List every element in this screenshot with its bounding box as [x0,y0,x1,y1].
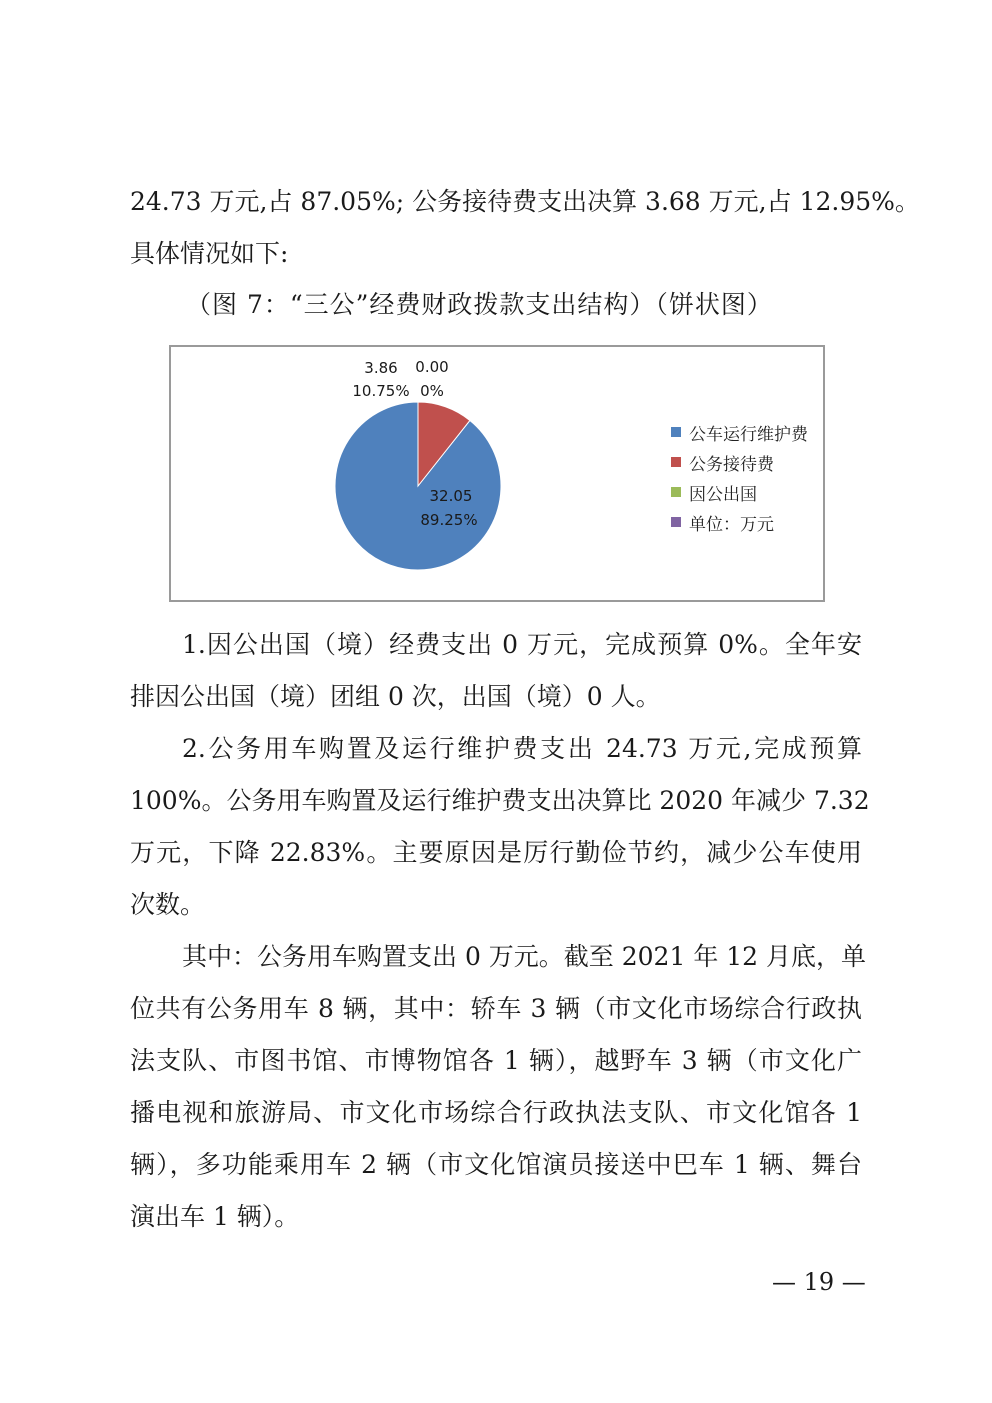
chart-legend [671,417,808,537]
item1-line-1: 1.因公出国（境）经费支出 0 万元，完成预算 0%。全年安 [182,630,862,659]
legend-label: 公车运行维护费 [689,424,808,445]
item2-line-4: 次数。 [130,890,206,919]
legend-label: 因公出国 [689,484,757,505]
item3-line-3: 法支队、市图书馆、市博物馆各 1 辆），越野车 3 辆（市文化广 [130,1046,862,1075]
item2-line-3: 万元，下降 22.83%。主要原因是厉行勤俭节约，减少公车使用 [130,838,862,867]
legend-item-1 [671,447,808,477]
pie-label-percent-2: 0% [420,382,444,400]
legend-item-0 [671,417,808,447]
item3-line-2: 位共有公务用车 8 辆，其中：轿车 3 辆（市文化市场综合行政执 [130,994,862,1023]
legend-label: 单位：万元 [689,514,774,535]
pie-label-percent-0: 89.25% [420,511,478,529]
pie-label-percent-1: 10.75% [352,382,410,400]
legend-swatch-icon [671,487,681,497]
item3-line-5: 辆），多功能乘用车 2 辆（市文化馆演员接送中巴车 1 辆、舞台 [130,1150,862,1179]
figure-caption: （图 7：“三公”经费财政拨款支出结构）（饼状图） [186,290,773,319]
item3-line-4: 播电视和旅游局、市文化市场综合行政执法支队、市文化馆各 1 [130,1098,862,1127]
pie-label-value-2: 0.00 [415,358,449,376]
item2-line-1: 2.公务用车购置及运行维护费支出 24.73 万元,完成预算 [182,734,862,763]
pie-label-value-0: 32.05 [429,487,473,505]
item3-line-1: 其中：公务用车购置支出 0 万元。截至 2021 年 12 月底，单 [182,942,867,971]
legend-label: 公务接待费 [689,454,774,475]
legend-item-2 [671,477,808,507]
pie-label-value-1: 3.86 [364,359,398,377]
item3-line-6: 演出车 1 辆）。 [130,1202,300,1231]
intro-line-1: 24.73 万元,占 87.05%; 公务接待费支出决算 3.68 万元,占 12.95%。 [130,187,920,216]
intro-line-2: 具体情况如下: [130,239,289,268]
legend-item-3 [671,507,808,537]
item2-line-2: 100%。公务用车购置及运行维护费支出决算比 2020 年减少 7.32 [130,786,870,815]
item1-line-2: 排因公出国（境）团组 0 次，出国（境）0 人。 [130,682,661,711]
page-number: — 19 — [772,1268,866,1296]
pie-chart-frame [169,345,825,602]
legend-swatch-icon [671,517,681,527]
legend-swatch-icon [671,457,681,467]
legend-swatch-icon [671,427,681,437]
